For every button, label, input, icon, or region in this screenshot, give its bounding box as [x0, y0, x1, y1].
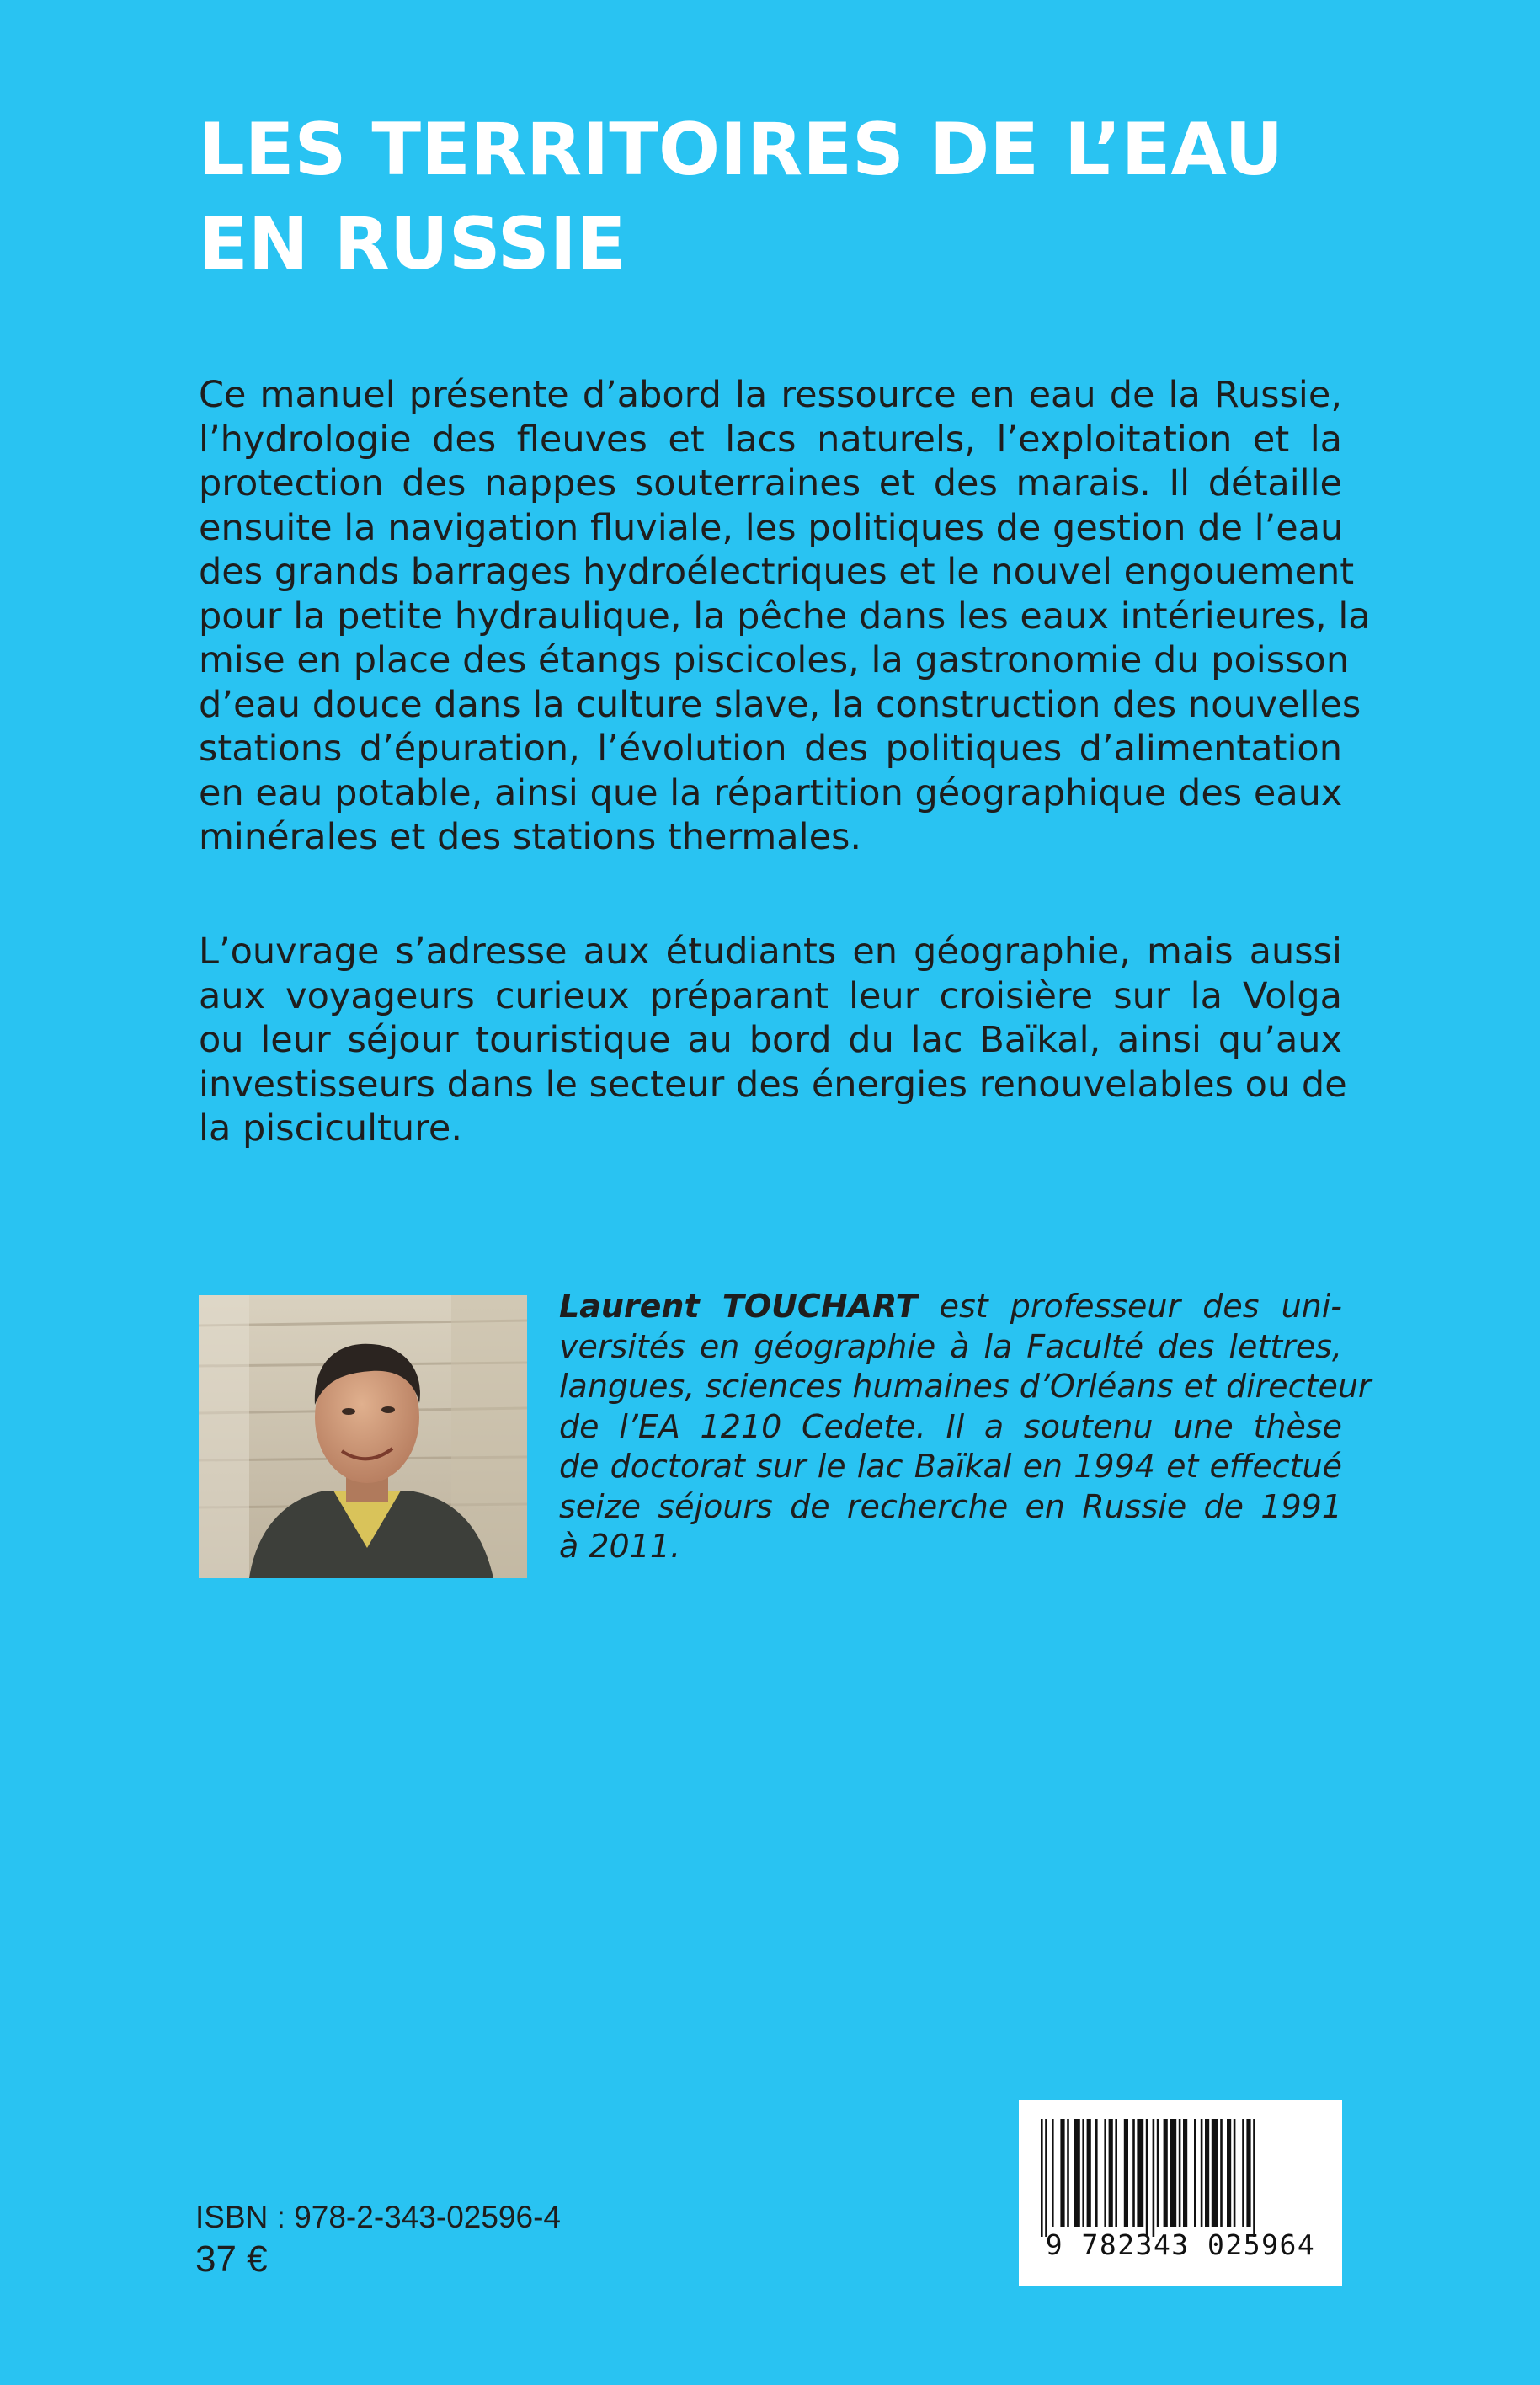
text-line: ou leur séjour touristique au bord du lac Baïkal, ainsi qu’aux	[199, 1019, 1342, 1061]
text-line: mise en place des étangs piscicoles, la gastronomie du poisson	[199, 639, 1350, 681]
barcode-bar	[1164, 2119, 1168, 2227]
barcode-bar	[1227, 2119, 1231, 2227]
barcode-bar	[1194, 2119, 1196, 2227]
barcode-bar	[1067, 2119, 1069, 2227]
author-bio	[559, 1287, 1372, 1567]
barcode-bar	[1137, 2119, 1143, 2227]
barcode-bar	[1220, 2119, 1223, 2227]
text-line: pour la petite hydraulique, la pêche dans les eaux intérieures, la	[199, 595, 1371, 638]
barcode-bar	[1082, 2119, 1084, 2227]
barcode-bar	[1242, 2119, 1244, 2227]
text-line: des grands barrages hydroélectriques et le nouvel engouement	[199, 551, 1355, 593]
isbn-label: ISBN : 978-2-343-02596-4	[195, 2200, 561, 2234]
barcode-bar	[1205, 2119, 1209, 2227]
title-line: EN RUSSIE	[199, 202, 626, 286]
barcode-bar	[1104, 2119, 1106, 2227]
barcode-bar	[1253, 2119, 1255, 2237]
barcode-bar	[1124, 2119, 1128, 2227]
barcode-bar	[1212, 2119, 1218, 2227]
text-line: stations d’épuration, l’évolution des politiques d’alimentation	[199, 728, 1342, 770]
title-line: LES TERRITOIRES DE L’EAU	[199, 108, 1284, 192]
text-line: l’hydrologie des fleuves et lacs naturels, l’exploitation et la	[199, 418, 1342, 461]
barcode-bar	[1183, 2119, 1187, 2227]
barcode-bar	[1153, 2119, 1155, 2237]
barcode-bar	[1146, 2119, 1148, 2237]
bio-line: langues, sciences humaines d’Orléans et directeur	[559, 1368, 1372, 1405]
book-title	[199, 103, 1394, 291]
barcode-digits: 9 782343 025964	[1045, 2228, 1316, 2261]
bio-line: seize séjours de recherche en Russie de 1991	[559, 1487, 1342, 1525]
barcode-bar	[1170, 2119, 1176, 2227]
barcode-bar	[1095, 2119, 1098, 2227]
barcode-bar	[1201, 2119, 1203, 2227]
text-line: la pisciculture.	[199, 1107, 463, 1150]
text-line: minérales et des stations thermales.	[199, 816, 862, 858]
text-line: ensuite la navigation fluviale, les politiques de gestion de l’eau	[199, 506, 1344, 549]
barcode-bar	[1179, 2119, 1181, 2227]
barcode-bar	[1052, 2119, 1054, 2227]
bio-line: versités en géographie à la Faculté des lettres,	[559, 1327, 1342, 1365]
barcode-bar	[1074, 2119, 1080, 2227]
barcode-bar	[1109, 2119, 1113, 2227]
barcode-bar	[1045, 2119, 1047, 2237]
bio-line: de l’EA 1210 Cedete. Il a soutenu une thèse	[559, 1407, 1342, 1445]
bio-line: de doctorat sur le lac Baïkal en 1994 et effectué	[559, 1448, 1342, 1485]
barcode-bar	[1060, 2119, 1064, 2227]
barcode-bar	[1041, 2119, 1043, 2237]
text-line: en eau potable, ainsi que la répartition géographique des eaux	[199, 771, 1343, 814]
barcode-bar	[1132, 2119, 1135, 2227]
text-line: d’eau douce dans la culture slave, la construction des nouvelles	[199, 683, 1361, 726]
barcode-bar	[1157, 2119, 1159, 2227]
bio-line	[559, 1287, 1342, 1327]
bio-line: à 2011.	[559, 1528, 681, 1565]
barcode-bar	[1234, 2119, 1236, 2227]
barcode-bar	[1246, 2119, 1250, 2227]
barcode	[1019, 2100, 1342, 2286]
barcode-bar	[1115, 2119, 1117, 2227]
text-line: aux voyageurs curieux préparant leur croisière sur la Volga	[199, 974, 1342, 1017]
bio-text: est professeur des uni-	[917, 1288, 1343, 1325]
description-paragraph-2	[199, 930, 1347, 1151]
text-line: L’ouvrage s’adresse aux étudiants en géographie, mais aussi	[199, 931, 1342, 973]
text-line: protection des nappes souterraines et des marais. Il détaille	[199, 462, 1342, 504]
text-line: investisseurs dans le secteur des énergies renouvelables ou de	[199, 1063, 1347, 1106]
author-name: Laurent TOUCHART	[559, 1288, 918, 1325]
description-paragraph-1	[199, 373, 1371, 860]
author-photo	[199, 1295, 527, 1578]
author-portrait-image	[199, 1295, 527, 1578]
barcode-bar	[1087, 2119, 1091, 2227]
text-line: Ce manuel présente d’abord la ressource en eau de la Russie,	[199, 374, 1342, 416]
price-label: 37 €	[195, 2238, 268, 2280]
